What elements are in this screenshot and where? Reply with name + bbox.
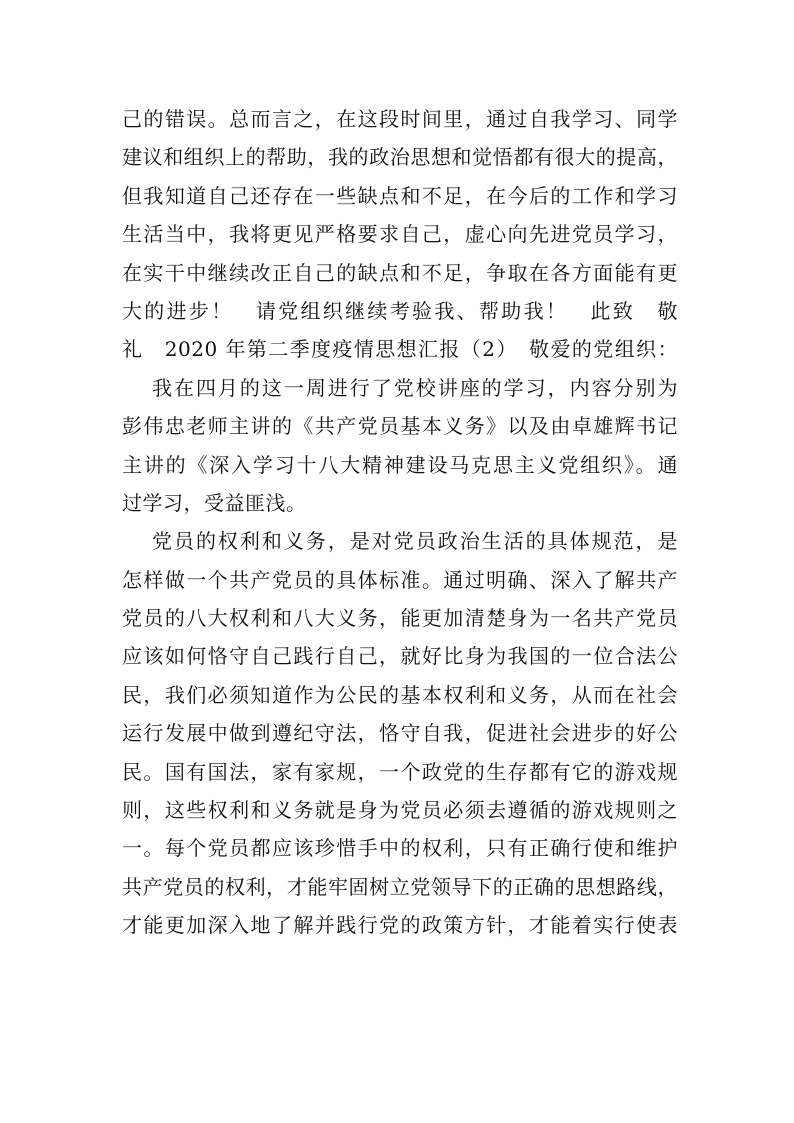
text-line: 大的进步！ 请党组织继续考验我、帮助我！ 此致 敬 xyxy=(122,298,678,323)
text-line: 则，这些权利和义务就是身为党员必须去遵循的游戏规则之 xyxy=(122,798,678,823)
text-line: 我在四月的这一周进行了党校讲座的学习，内容分别为 xyxy=(152,375,678,400)
text-line: 在实干中继续改正自己的缺点和不足，争取在各方面能有更 xyxy=(122,260,678,285)
text-line: 民，我们必须知道作为公民的基本权利和义务，从而在社会 xyxy=(122,682,678,707)
text-line: 民。国有国法，家有家规，一个政党的生存都有它的游戏规 xyxy=(122,759,678,784)
text-line: 才能更加深入地了解并践行党的政策方针，才能着实行使表 xyxy=(122,913,678,938)
text-line: 共产党员的权利，才能牢固树立党领导下的正确的思想路线， xyxy=(122,874,678,899)
text-line: 过学习，受益匪浅。 xyxy=(122,490,307,515)
text-line: 礼 2020 年第二季度疫情思想汇报（2） 敬爱的党组织： xyxy=(122,337,678,362)
text-line: 党员的权利和义务，是对党员政治生活的具体规范，是 xyxy=(152,529,678,554)
text-line: 应该如何恪守自己践行自己，就好比身为我国的一位合法公 xyxy=(122,644,678,669)
text-line: 但我知道自己还存在一些缺点和不足，在今后的工作和学习 xyxy=(122,183,678,208)
text-line: 运行发展中做到遵纪守法，恪守自我，促进社会进步的好公 xyxy=(122,721,678,746)
text-line: 生活当中，我将更见严格要求自己，虚心向先进党员学习， xyxy=(122,222,678,247)
text-line: 彭伟忠老师主讲的《共产党员基本义务》以及由卓雄辉书记 xyxy=(122,414,678,439)
body-text xyxy=(122,100,678,945)
text-line: 主讲的《深入学习十八大精神建设马克思主义党组织》。通 xyxy=(122,452,678,477)
text-line: 建议和组织上的帮助，我的政治思想和觉悟都有很大的提高， xyxy=(122,145,678,170)
text-line: 党员的八大权利和八大义务，能更加清楚身为一名共产党员 xyxy=(122,606,678,631)
text-line: 己的错误。总而言之，在这段时间里，通过自我学习、同学 xyxy=(122,107,678,131)
text-line: 怎样做一个共产党员的具体标准。通过明确、深入了解共产 xyxy=(122,567,678,592)
text-line: 一。每个党员都应该珍惜手中的权利，只有正确行使和维护 xyxy=(122,836,678,861)
